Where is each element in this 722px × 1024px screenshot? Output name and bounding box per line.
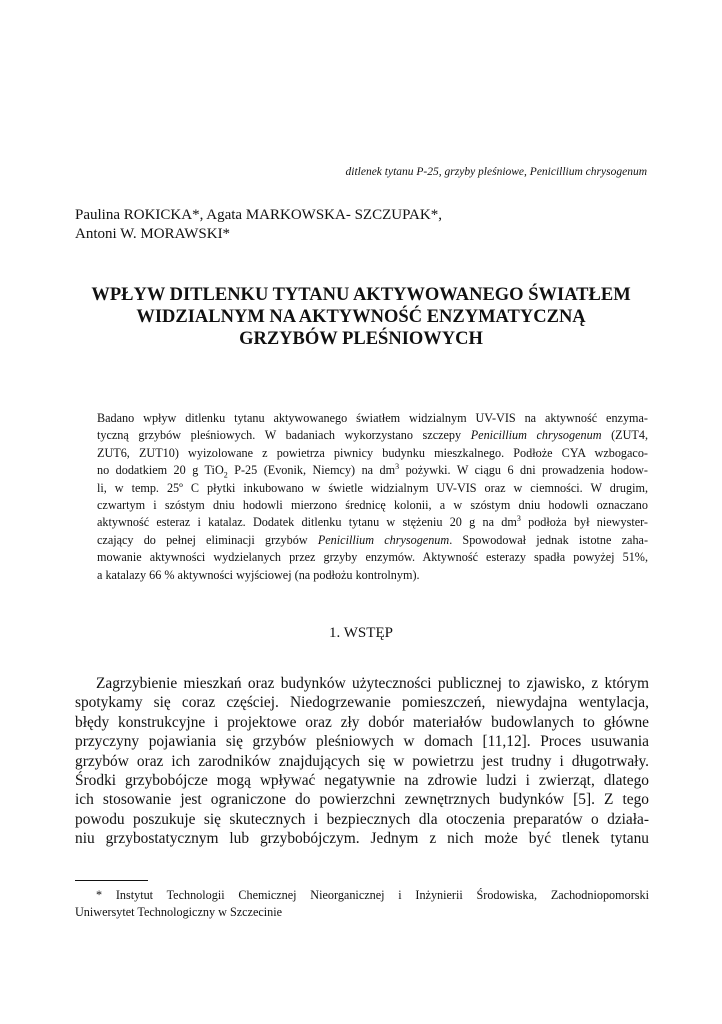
authors-line-1: Paulina ROKICKA*, Agata MARKOWSKA- SZCZUPAK*, (75, 207, 442, 223)
body-line: ich stosowanie jest ograniczone do powierzchni zewnętrznych budynków [5]. Z tego (75, 791, 649, 809)
body-line: błędy konstrukcyjne i projektowe oraz zły dobór materiałów budowlanych to główne (75, 713, 649, 731)
body-line: Zagrzybienie mieszkań oraz budynków użyteczności publicznej to zjawisko, z którym (96, 675, 649, 692)
abstract-line: czający do pełnej eliminacji grzybów Penicillium chrysogenum. Spowodował jednak istotne zaha- (97, 532, 649, 547)
abstract-line: no dodatkiem 20 g TiO$_2$ P-25 (Evonik, Niemcy) na $dm^3$ pożywki. W ciągu 6 dni prowadzenia hodow- (97, 462, 648, 480)
body-line: przyczyny pojawiania się grzybów pleśniowych w domach [11,12]. Proces usuwania (75, 733, 649, 751)
species-name: Penicillium chrysogenum (470, 428, 602, 443)
footnote-line: * Instytut Technologii Chemicznej Nieorganicznej i Inżynierii Środowiska, Zachodniopomorski (96, 888, 649, 902)
abstract-line: ZUT6, ZUT10) wyizolowane z powietrza piwnicy budynku mieszkalnego. Podłoże CYA wzbogaco- (97, 445, 648, 460)
body-text (75, 674, 649, 849)
body-line: spotykamy się coraz częściej. Niedogrzewanie pomieszczeń, niewydajna wentylacja, (75, 694, 649, 712)
title-line-3: GRZYBÓW PLEŚNIOWYCH (239, 329, 483, 349)
footnote-line: Uniwersytet Technologiczny w Szczecinie (75, 904, 283, 919)
body-line: Środki grzybobójcze mogą wpływać negatywnie na zdrowie ludzi i zwierząt, dlatego (75, 772, 649, 790)
abstract-line: aktywność esteraz i katalaz. Dodatek ditlenku tytanu w stężeniu 20 g na $dm^3$ podłoża był niewyster- (97, 514, 648, 530)
abstract-line: mowanie aktywności wydzielanych przez grzyby enzymów. Aktywność esterazy spadła powyżej 51%, (97, 550, 648, 565)
abstract-line: czwartym i szóstym dniu hodowli mierzono średnicę kolonii, a w szóstym dniu hodowli oznaczano (97, 498, 648, 513)
abstract (97, 410, 648, 584)
body-line: powodu poszukuje się skutecznych i bezpiecznych dla otoczenia preparatów o działa- (75, 810, 649, 828)
keywords: ditlenek tytanu P-25, grzyby pleśniowe, Penicillium chrysogenum (345, 166, 647, 178)
paper-title (60, 284, 662, 350)
title-line-2: WIDZIALNYM NA AKTYWNOŚĆ ENZYMATYCZNĄ (136, 307, 586, 327)
footnote (75, 887, 649, 920)
footnote-rule (75, 880, 148, 881)
abstract-line: tyczną grzybów pleśniowych. W badaniach wykorzystano szczepy Penicillium chrysogenum (ZUT4, (97, 428, 649, 443)
authors-line-2: Antoni W. MORAWSKI* (75, 226, 231, 242)
authors (75, 206, 442, 244)
species-name: Penicillium chrysogenum (317, 532, 450, 547)
abstract-line: li, w temp. 25º C płytki inkubowano w świetle widzialnym UV-VIS oraz w ciemności. W drugim, (97, 480, 648, 495)
title-line-1: WPŁYW DITLENKU TYTANU AKTYWOWANEGO ŚWIATŁEM (91, 285, 631, 305)
body-line: niu grzybostatycznym lub grzybobójczym. Jednym z nich może być tlenek tytanu (75, 830, 649, 848)
body-line: grzybów oraz ich zarodników znajdujących się w powietrzu jest trudny i długotrwały. (75, 752, 649, 770)
section-heading: 1. WSTĘP (329, 625, 393, 641)
abstract-line: a katalazy 66 % aktywności wyjściowej (na podłożu kontrolnym). (97, 567, 420, 582)
abstract-line: Badano wpływ ditlenku tytanu aktywowanego światłem widzialnym UV-VIS na aktywność enzyma- (97, 411, 648, 425)
